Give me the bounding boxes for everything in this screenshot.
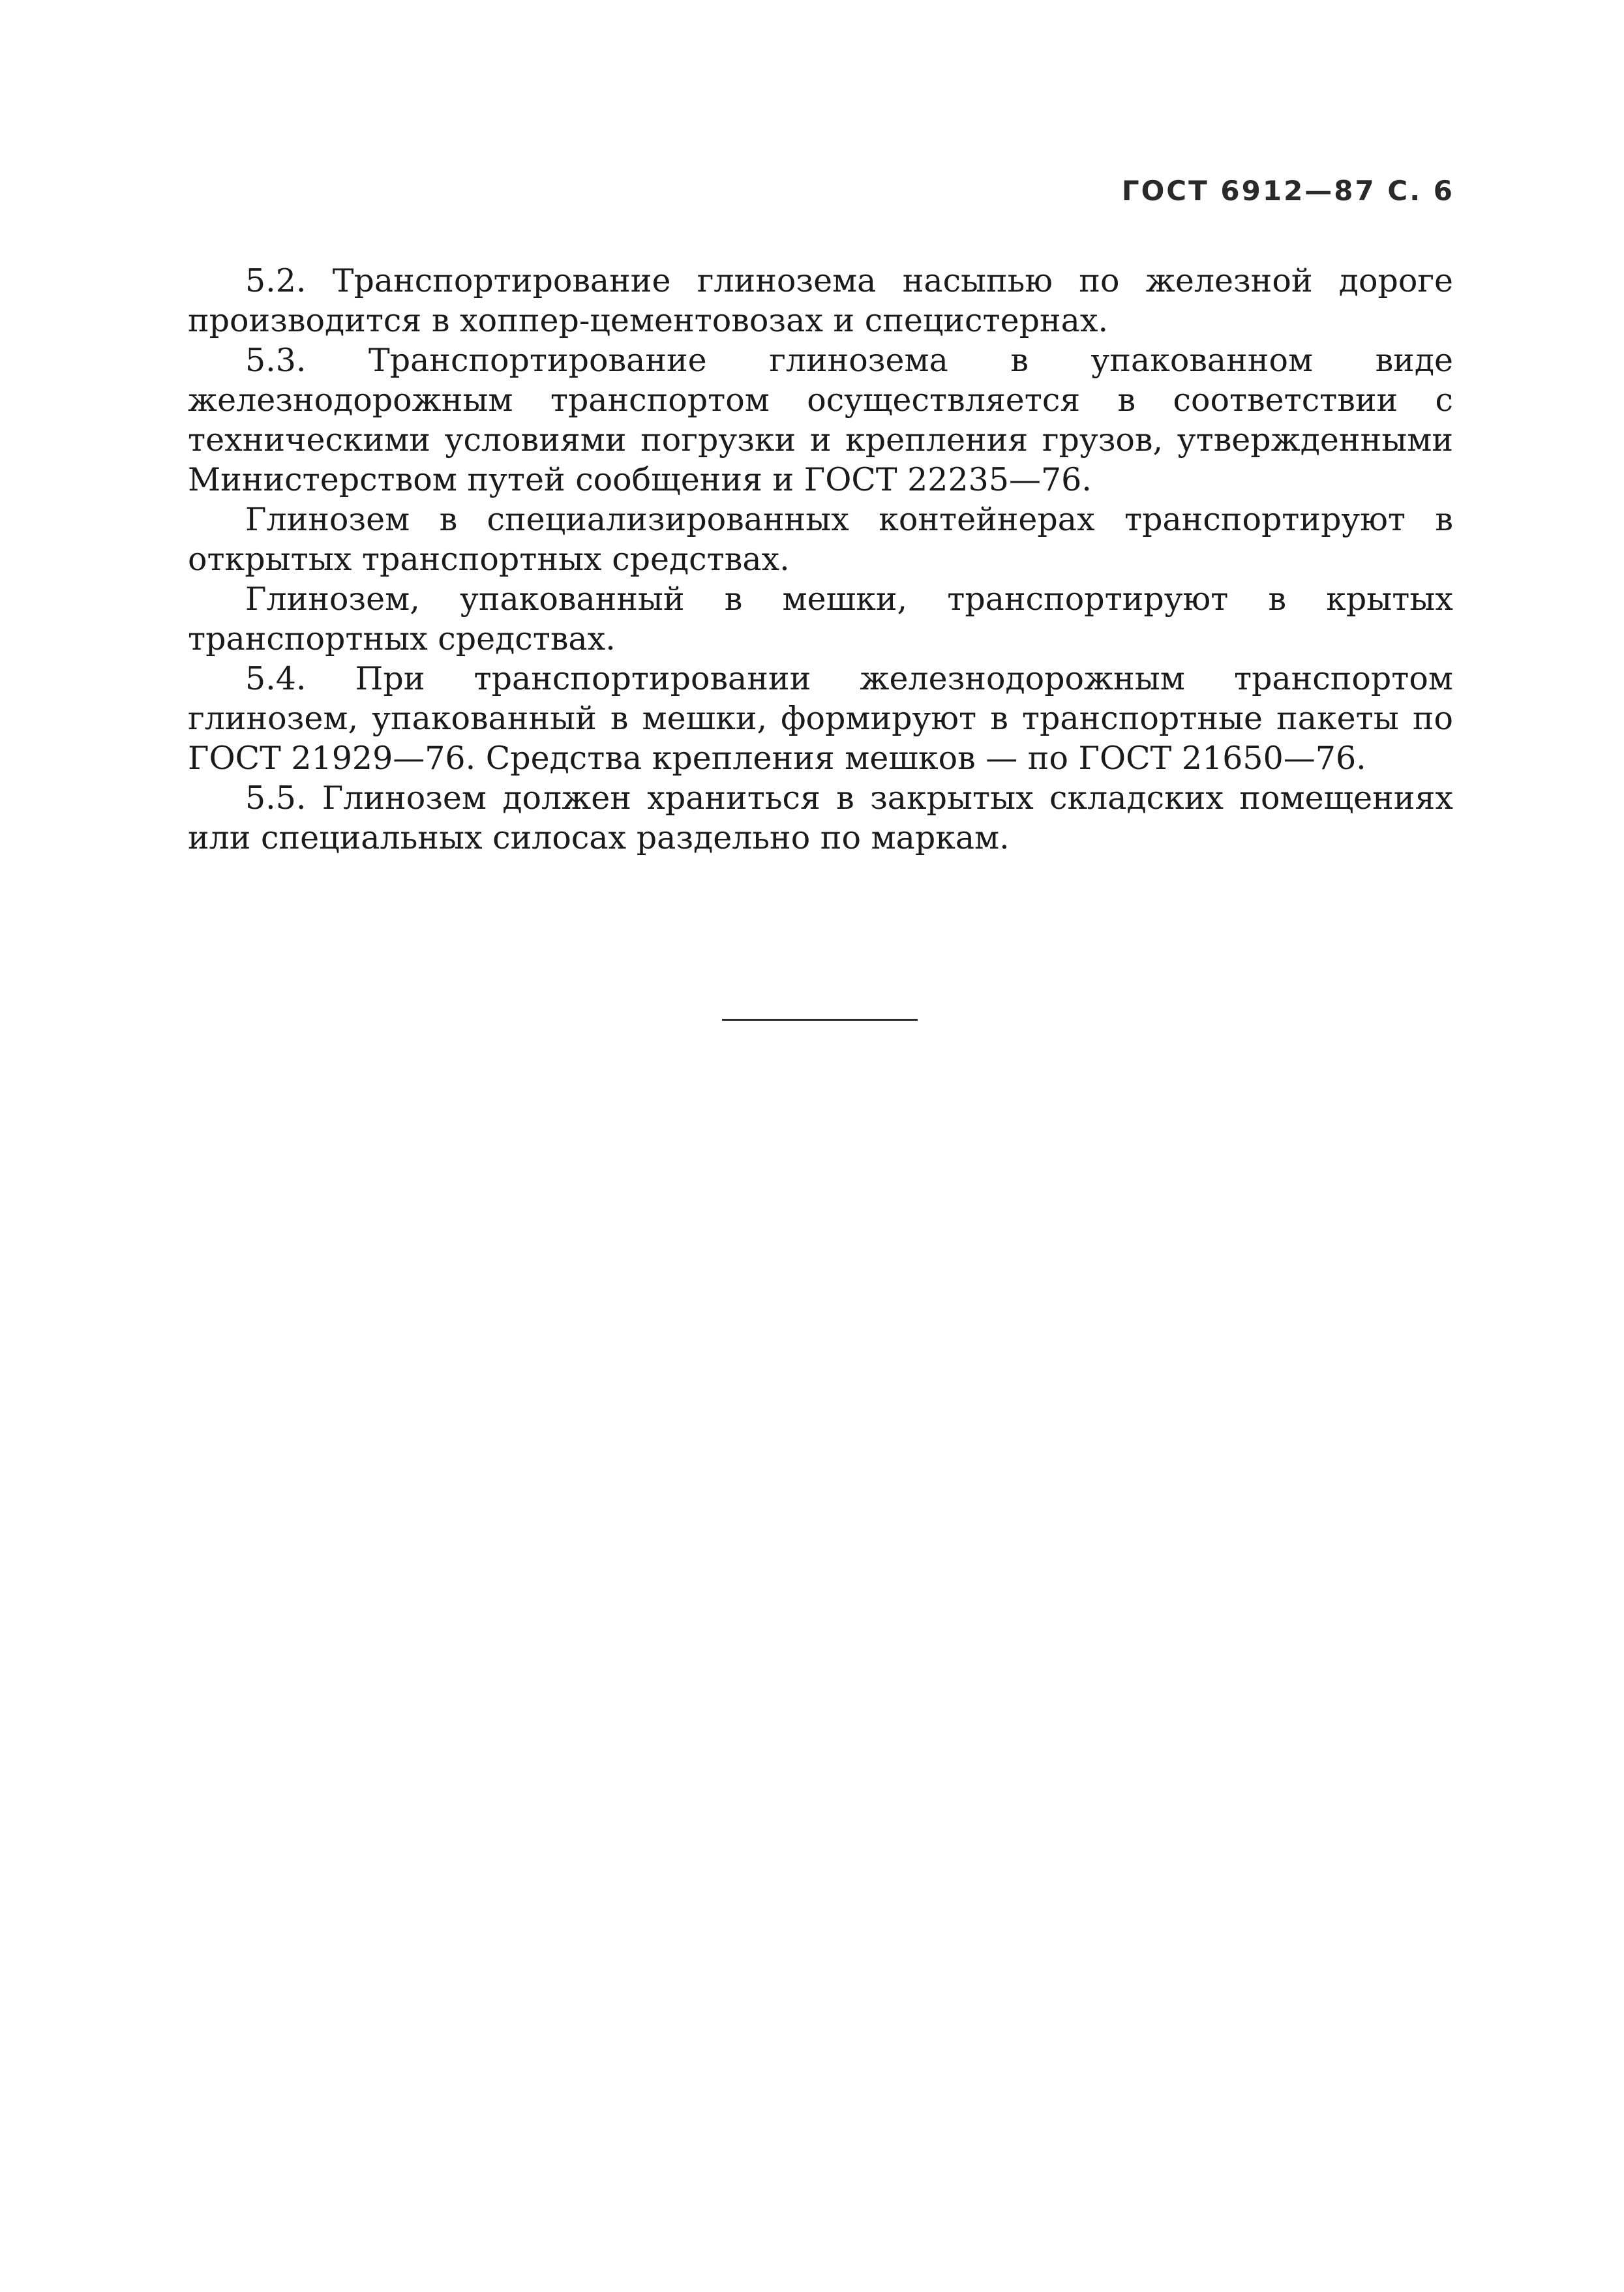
page-header: ГОСТ 6912—87 С. 6: [1121, 175, 1454, 207]
paragraph-5-2: 5.2. Транспортирование глинозема насыпью по железной дороге производится в хоппер-цементовозах и специстернах.: [188, 262, 1453, 339]
paragraph-5-4: 5.4. При транспортировании железнодорожным транспортом глинозем, упакованный в мешки, формируют в транспортные пакеты по ГОСТ 21929—76. Средства крепления мешков — по ГОСТ 21650—76.: [188, 660, 1453, 777]
paragraph-5-5: 5.5. Глинозем должен храниться в закрытых складских помещениях или специальных силосах раздельно по маркам.: [188, 779, 1453, 856]
body-text: [188, 261, 1453, 858]
paragraph-5-3: 5.3. Транспортирование глинозема в упакованном виде железнодорожным транспортом осуществляется в соответствии с техническими условиями погрузки и крепления грузов, утвержденными Министерством путей сообщения и ГОСТ 22235—76.: [188, 342, 1453, 498]
end-rule: [722, 1019, 918, 1021]
paragraph-containers: Глинозем в специализированных контейнерах транспортируют в открытых транспортных средствах.: [188, 501, 1453, 578]
paragraph-bags: Глинозем, упакованный в мешки, транспортируют в крытых транспортных средствах.: [188, 581, 1453, 657]
